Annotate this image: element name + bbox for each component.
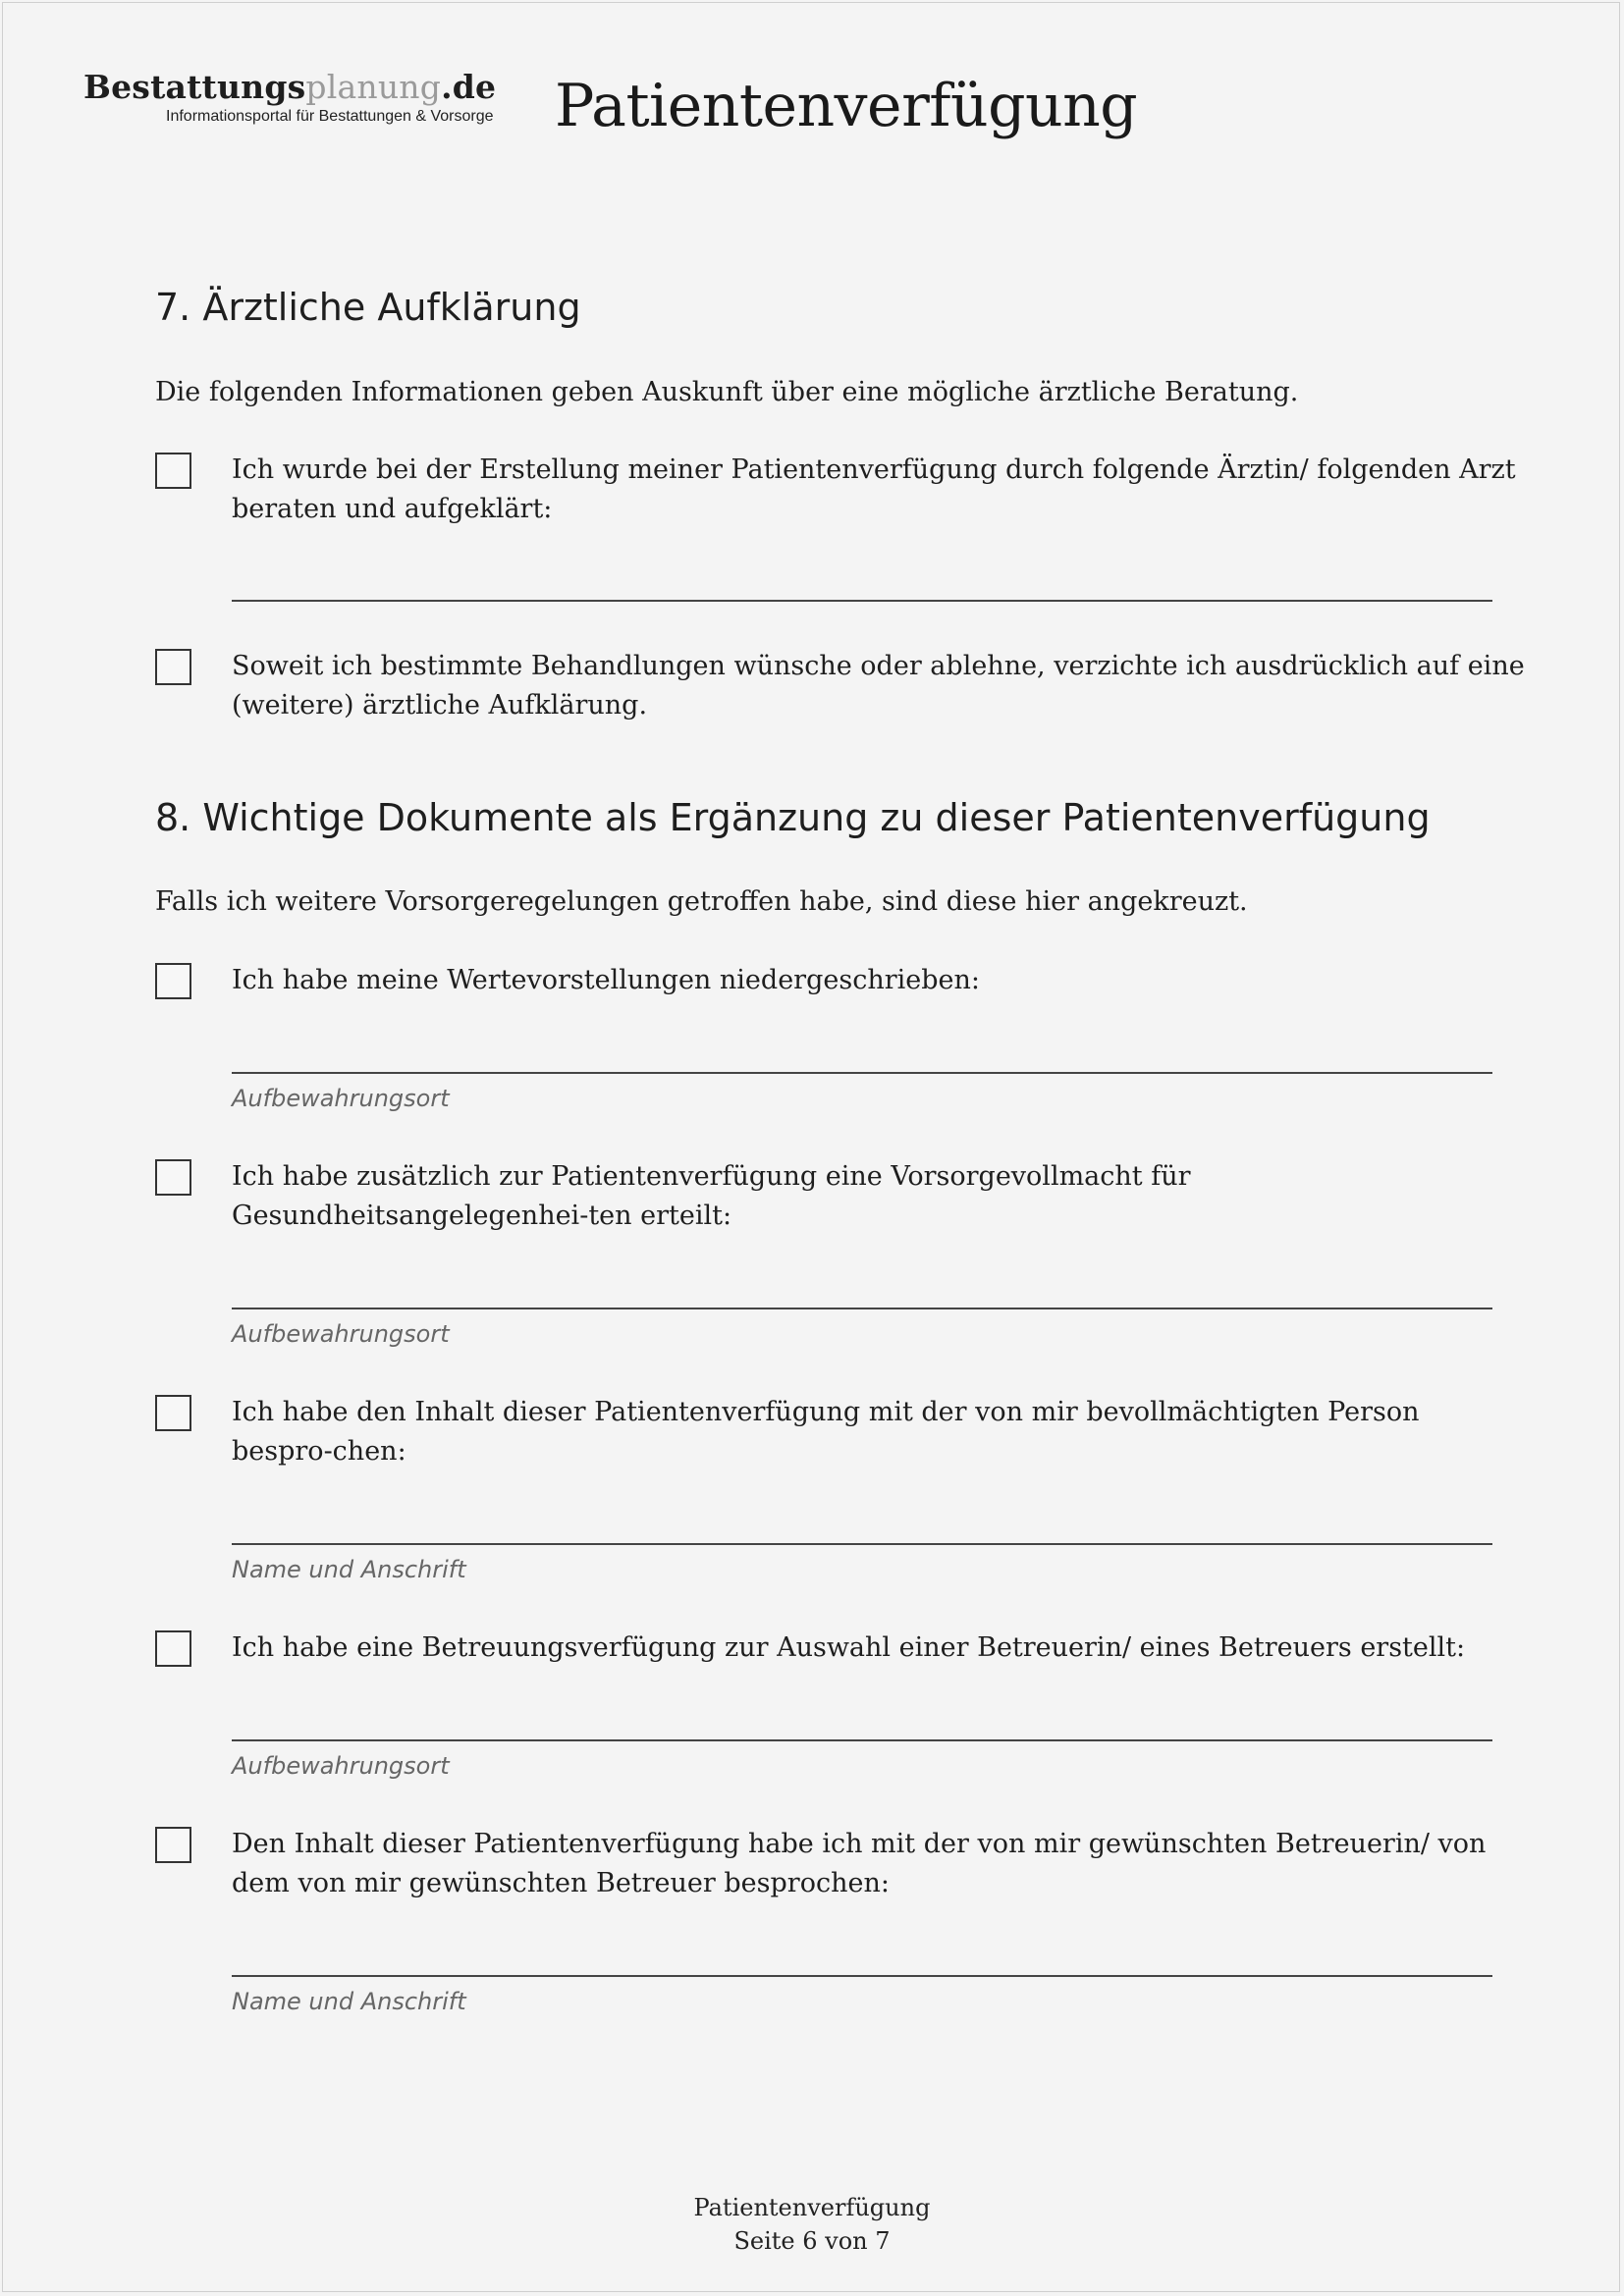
section-8-heading: 8. Wichtige Dokumente als Ergänzung zu dieser Patientenverfügung	[155, 796, 1431, 839]
fill-line-bevollmaechtigte-person[interactable]	[232, 1543, 1492, 1545]
caption-vorsorgevollmacht: Aufbewahrungsort	[232, 1320, 450, 1348]
document-title: Patientenverfügung	[555, 72, 1138, 140]
item-text-betreuer-besprochen: Den Inhalt dieser Patientenverfügung habe ich mit der von mir gewünschten Betreuerin/ von dem von mir gewünschten Betreuer besprochen:	[232, 1829, 1487, 1898]
fill-line-betreuungsverfuegung[interactable]	[232, 1739, 1492, 1741]
logo-wordmark-part2: planung	[305, 68, 442, 106]
fill-line-vorsorgevollmacht[interactable]	[232, 1308, 1492, 1309]
item-text-wertevorstellungen: Ich habe meine Wertevorstellungen niedergeschrieben:	[232, 965, 980, 995]
page-footer	[0, 2191, 1624, 2258]
logo-wordmark	[83, 69, 496, 106]
section-7-intro: Die folgenden Informationen geben Auskunft über eine mögliche ärztliche Beratung.	[155, 377, 1299, 407]
item-text-verzicht-aufklaerung: Soweit ich bestimmte Behandlungen wünsche oder ablehne, verzichte ich ausdrücklich auf eine (weitere) ärztliche Aufklärung.	[232, 651, 1525, 721]
checkbox-wertevorstellungen[interactable]	[155, 963, 191, 999]
item-text-bevollmaechtigte-person: Ich habe den Inhalt dieser Patientenverfügung mit der von mir bevollmächtigten Person bespro-chen:	[232, 1397, 1420, 1467]
section-8-intro: Falls ich weitere Vorsorgeregelungen getroffen habe, sind diese hier angekreuzt.	[155, 886, 1248, 917]
section-7-heading: 7. Ärztliche Aufklärung	[155, 286, 581, 329]
item-text-vorsorgevollmacht: Ich habe zusätzlich zur Patientenverfügung eine Vorsorgevollmacht für Gesundheitsangelegenhei-ten erteilt:	[232, 1161, 1191, 1231]
logo-wordmark-part3: .de	[441, 68, 497, 106]
checkbox-arzt-beratung[interactable]	[155, 453, 191, 489]
caption-betreuer-besprochen: Name und Anschrift	[232, 1988, 466, 2015]
footer-page-number: Seite 6 von 7	[733, 2227, 891, 2255]
fill-line-arzt[interactable]	[232, 600, 1492, 602]
site-logo	[83, 69, 496, 126]
footer-title: Patientenverfügung	[693, 2194, 931, 2221]
item-text-arzt-beratung: Ich wurde bei der Erstellung meiner Patientenverfügung durch folgende Ärztin/ folgenden Arzt beraten und aufgeklärt:	[232, 454, 1516, 524]
fill-line-betreuer-besprochen[interactable]	[232, 1975, 1492, 1977]
logo-wordmark-part1: Bestattungs	[83, 68, 306, 106]
fill-line-wertevorstellungen[interactable]	[232, 1072, 1492, 1074]
caption-wertevorstellungen: Aufbewahrungsort	[232, 1085, 450, 1112]
logo-tagline: Informationsportal für Bestattungen & Vorsorge	[166, 108, 494, 125]
caption-betreuungsverfuegung: Aufbewahrungsort	[232, 1752, 450, 1780]
checkbox-vorsorgevollmacht[interactable]	[155, 1159, 191, 1196]
checkbox-betreuungsverfuegung[interactable]	[155, 1630, 191, 1667]
page-border	[2, 2, 1620, 2292]
caption-bevollmaechtigte-person: Name und Anschrift	[232, 1556, 466, 1583]
item-text-betreuungsverfuegung: Ich habe eine Betreuungsverfügung zur Auswahl einer Betreuerin/ eines Betreuers erstellt:	[232, 1632, 1466, 1663]
checkbox-bevollmaechtigte-person[interactable]	[155, 1395, 191, 1431]
checkbox-verzicht-aufklaerung[interactable]	[155, 649, 191, 685]
checkbox-betreuer-besprochen[interactable]	[155, 1827, 191, 1863]
